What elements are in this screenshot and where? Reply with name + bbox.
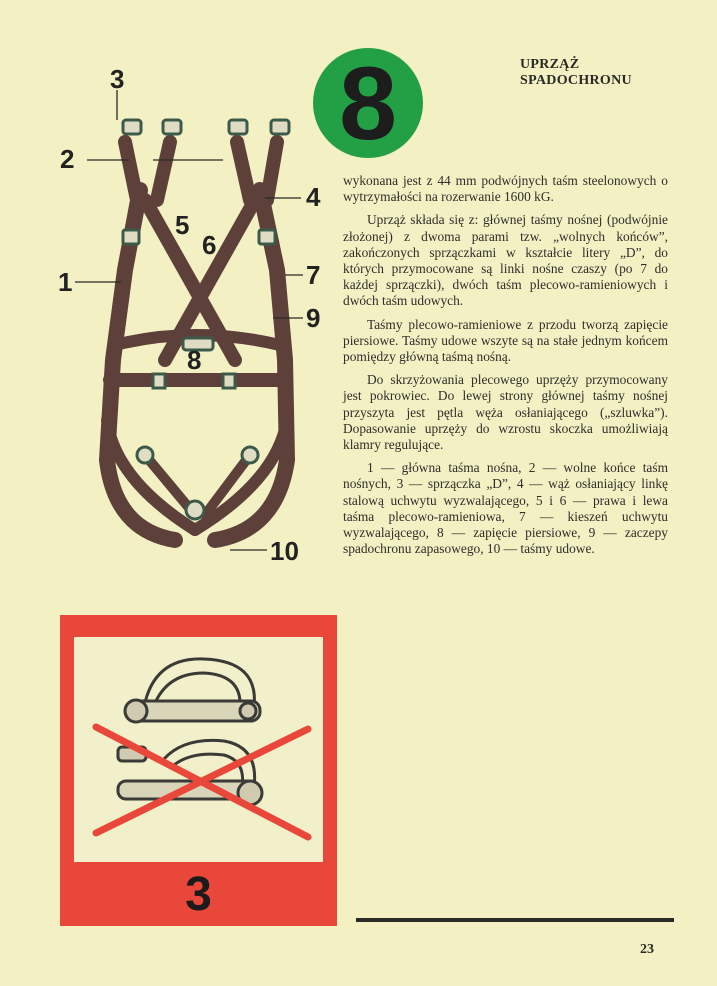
- paragraph: Uprząż składa się z: głównej taśmy nośnej (podwójnie złożonej) z dwoma parami tzw. „wolnych końców”, zakończonych sprzączkami w kształcie litery „D”, do których przymocowane są linki nośne czaszy (po 7 do każdej sprzączki), dwóch taśm plecowo-ramieniowych i dwóch taśm udowych.: [343, 212, 668, 309]
- warning-panel: [60, 615, 337, 926]
- callout-10: 10: [270, 536, 299, 566]
- callout-6: 6: [202, 230, 217, 260]
- harness-illustration: [45, 60, 325, 560]
- callout-8: 8: [187, 345, 202, 375]
- paragraph: wykonana jest z 44 mm podwójnych taśm steelonowych o wytrzymałości na rozerwanie 1600 kG.: [343, 173, 668, 205]
- warning-number: 3: [185, 868, 212, 921]
- chapter-number: 8: [339, 46, 397, 162]
- page-number: 23: [640, 942, 654, 957]
- callout-3: 3: [110, 64, 125, 94]
- callout-9: 9: [306, 303, 321, 333]
- paragraph: Taśmy plecowo-ramieniowe z przodu tworzą zapięcie piersiowe. Taśmy udowe wszyte są na stałe jednym końcem pomiędzy główną taśmą nośną.: [343, 316, 668, 365]
- callout-7: 7: [306, 260, 321, 290]
- callout-1: 1: [58, 267, 73, 297]
- body-text: [343, 173, 668, 564]
- title-line-2: SPADOCHRONU: [520, 73, 632, 88]
- d-ring-illustration: [74, 637, 323, 862]
- callout-2: 2: [60, 144, 75, 174]
- callout-4: 4: [306, 182, 321, 212]
- title-line-1: UPRZĄŻ: [520, 57, 580, 72]
- chapter-number-circle: [313, 46, 423, 162]
- paragraph: Do skrzyżowania plecowego uprzęży przymocowany jest pokrowiec. Do lewej strony głównej taśmy nośnej przyszyta jest pętla węża osłaniającego („szluwka”). Dopasowanie uprzęży do wzrostu skoczka umożliwiają klamry regulujące.: [343, 372, 668, 453]
- callout-5: 5: [175, 210, 190, 240]
- page-title: [520, 57, 632, 89]
- footer-rule: [356, 918, 674, 922]
- warning-illustration-box: [74, 637, 323, 862]
- legend-paragraph: 1 — główna taśma nośna, 2 — wolne końce taśm nośnych, 3 — sprzączka „D”, 4 — wąż osłaniający linkę stalową uchwytu wyzwalającego, 5 i 6 — prawa i lewa taśma plecowo-ramieniowa, 7 — kieszeń uchwytu wyzwalającego, 8 — zapięcie piersiowe, 9 — zaczepy spadochronu zapasowego, 10 — taśmy udowe.: [343, 460, 668, 557]
